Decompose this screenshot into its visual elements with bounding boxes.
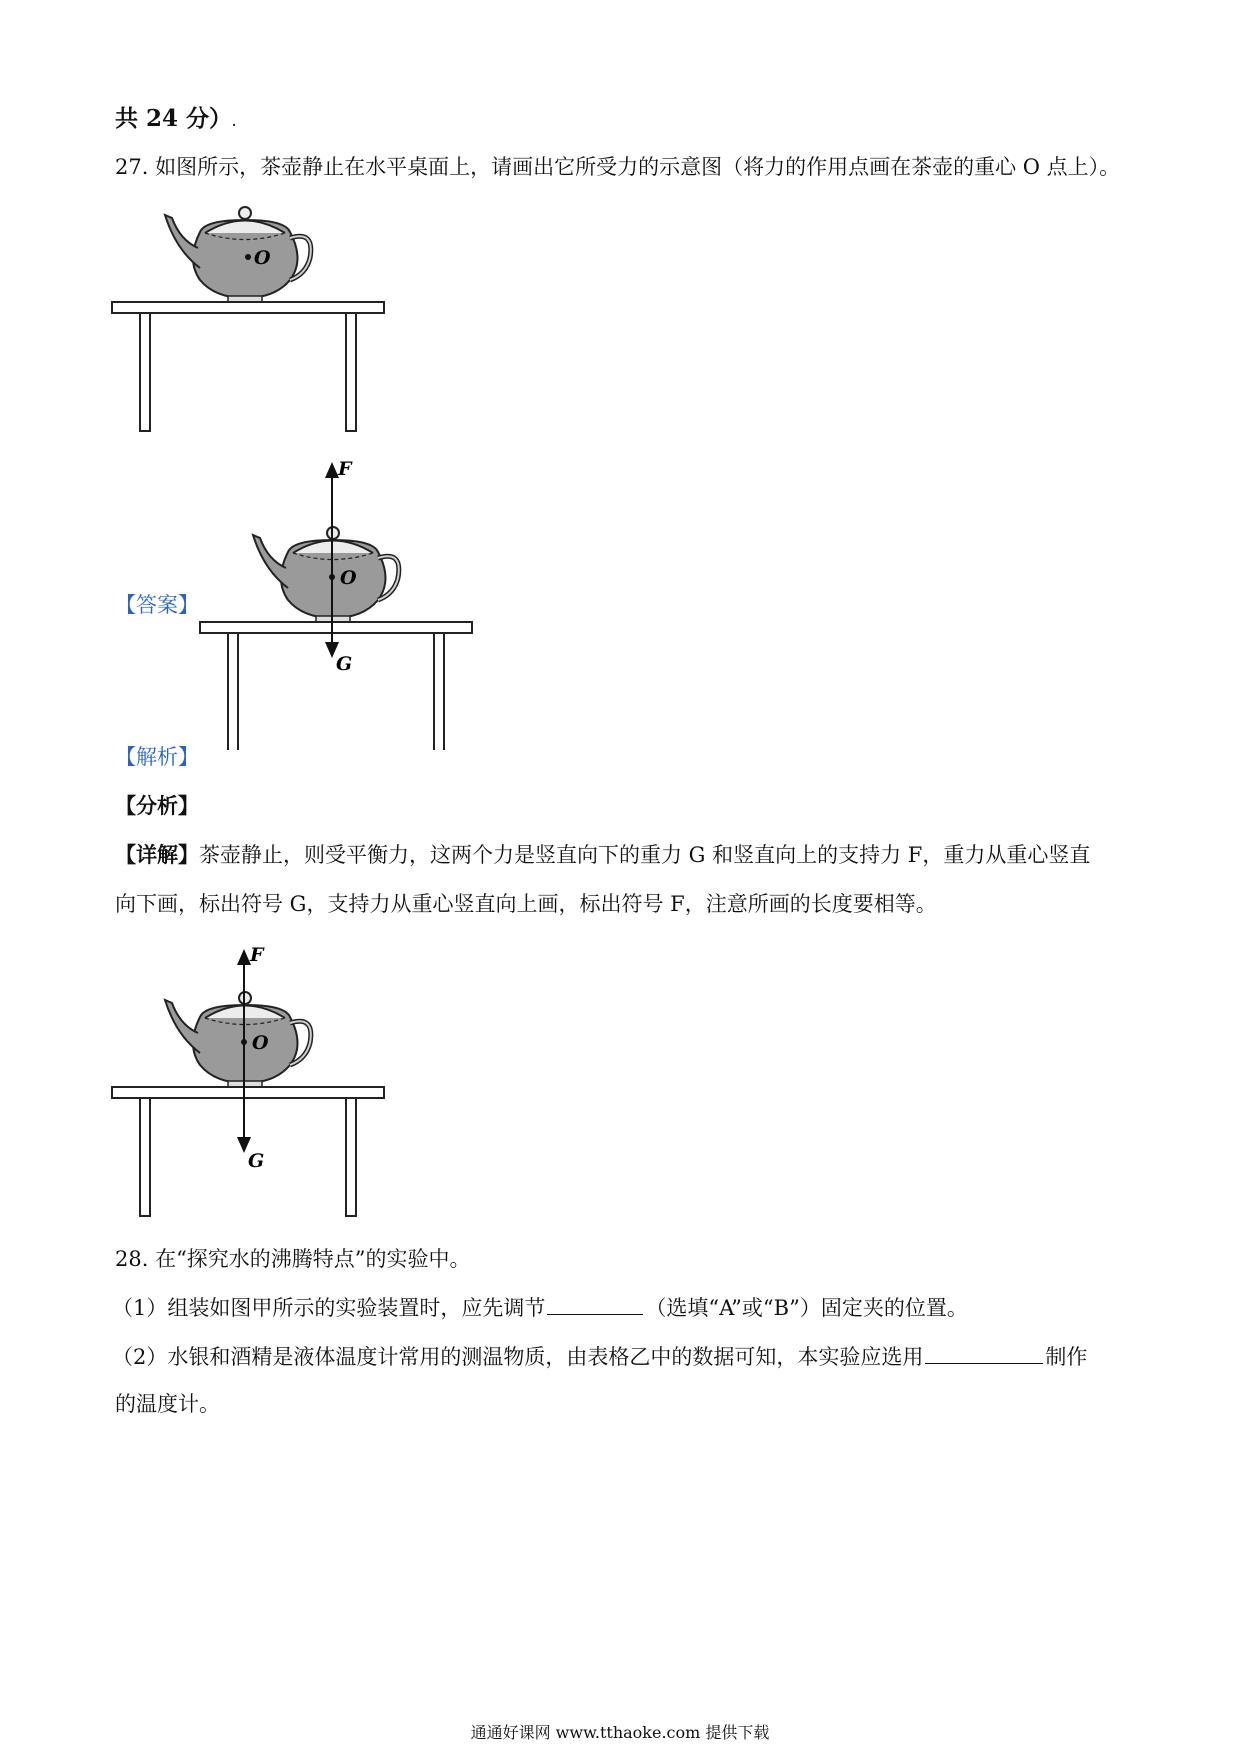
force-up-arrowhead [325, 462, 339, 478]
question-27-stem: 27. 如图所示，茶壶静止在水平桌面上，请画出它所受力的示意图（将力的作用点画在茶壶的重心 O 点上）。 [115, 155, 1121, 179]
center-label-answer: O [340, 567, 357, 589]
center-label-2: O [252, 1032, 269, 1054]
question-28-part-1: （1）组装如图甲所示的实验装置时，应先调节 （选填“A”或“B”）固定夹的位置。 [112, 1292, 968, 1323]
detail-line-2: 向下画，标出符号 G，支持力从重心竖直向上画，标出符号 F，注意所画的长度要相等。 [115, 892, 937, 916]
question-28-part-2-cont: 的温度计。 [115, 1392, 220, 1416]
answer-blank-1[interactable] [547, 1292, 643, 1315]
figure-teapot-on-table [110, 200, 410, 445]
force-up-label-2: F [250, 945, 264, 966]
force-up-label: F [338, 460, 352, 480]
detail-tag: 【详解】 [115, 842, 199, 867]
detail-line-1: 【详解】茶壶静止，则受平衡力，这两个力是竖直向下的重力 G 和竖直向上的支持力 F，重力从重心竖直 [115, 842, 1091, 867]
center-label: O [254, 247, 271, 269]
answer-tag: 【答案】 [115, 593, 199, 617]
analysis-tag: 【解析】 [115, 745, 199, 769]
section-header: 共 24 分）. [115, 105, 237, 132]
force-down-label-2: G [248, 1150, 265, 1172]
question-28-part-2: （2）水银和酒精是液体温度计常用的测温物质，由表格乙中的数据可知，本实验应选用 制作 [112, 1341, 1087, 1372]
figure-explanation-forces [110, 945, 410, 1235]
footer-source: 通通好课网 www.tthaoke.com 提供下载 [470, 1723, 770, 1742]
force-down-label: G [336, 653, 353, 675]
figure-answer-forces [198, 460, 498, 750]
center-of-gravity-point [245, 254, 251, 260]
answer-blank-2[interactable] [925, 1341, 1043, 1364]
fenxi-tag: 【分析】 [115, 793, 199, 818]
question-28-stem: 28. 在“探究水的沸腾特点”的实验中。 [115, 1247, 471, 1271]
